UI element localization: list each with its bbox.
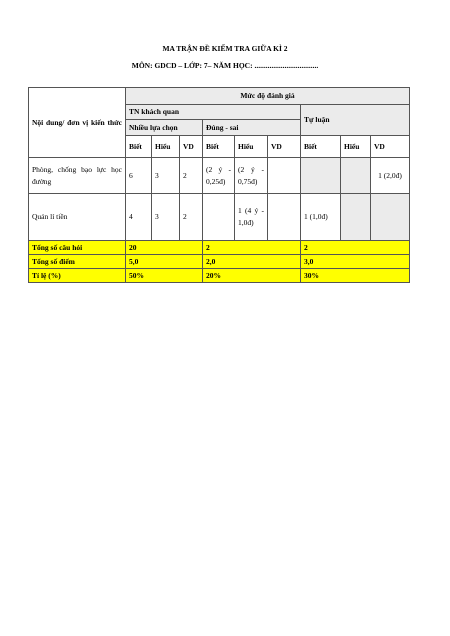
ds-hieu-cell: (2 ý - 0,75đ)	[235, 158, 268, 194]
level-label: VD	[180, 136, 203, 158]
mc-hieu-cell: 3	[152, 158, 180, 194]
header-mc: Nhiều lựa chọn	[126, 120, 203, 136]
total-label: Tổng số câu hỏi	[29, 241, 126, 255]
level-label: Hiểu	[152, 136, 180, 158]
header-content: Nội dung/ đơn vị kiến thức	[29, 88, 126, 158]
tl-hieu-cell	[341, 158, 371, 194]
level-label: Hiểu	[341, 136, 371, 158]
level-label: Biết	[203, 136, 235, 158]
total-row	[29, 269, 410, 283]
level-label: Hiểu	[235, 136, 268, 158]
total-row	[29, 255, 410, 269]
total-mc: 5,0	[126, 255, 203, 269]
total-ds: 2,0	[203, 255, 301, 269]
mc-biet-cell: 4	[126, 194, 152, 241]
mc-biet-cell: 6	[126, 158, 152, 194]
level-label: VD	[371, 136, 410, 158]
total-ds: 20%	[203, 269, 301, 283]
ds-vd-cell	[268, 158, 301, 194]
level-label: VD	[268, 136, 301, 158]
total-tl: 30%	[301, 269, 410, 283]
total-label: Tổng số điểm	[29, 255, 126, 269]
ds-biet-cell: (2 ý - 0,25đ)	[203, 158, 235, 194]
document-subtitle: MÔN: GDCD – LỚP: 7– NĂM HỌC: ..................................	[131, 61, 319, 70]
tl-vd-cell	[371, 194, 410, 241]
mc-hieu-cell: 3	[152, 194, 180, 241]
total-label: Tỉ lệ (%)	[29, 269, 126, 283]
table-row	[29, 194, 410, 241]
topic-cell: Phòng, chống bạo lực học đường	[29, 158, 126, 194]
header-tn: TN khách quan	[126, 105, 301, 120]
total-ds: 2	[203, 241, 301, 255]
header-tl: Tự luận	[301, 105, 410, 136]
level-label: Biết	[126, 136, 152, 158]
total-mc: 50%	[126, 269, 203, 283]
header-ds: Đúng - sai	[203, 120, 301, 136]
tl-vd-cell: 1 (2,0đ)	[371, 158, 410, 194]
topic-cell: Quản lí tiền	[29, 194, 126, 241]
exam-matrix-table	[28, 87, 410, 283]
total-row	[29, 241, 410, 255]
ds-vd-cell	[268, 194, 301, 241]
mc-vd-cell: 2	[180, 194, 203, 241]
total-tl: 2	[301, 241, 410, 255]
level-label: Biết	[301, 136, 341, 158]
table-row	[29, 158, 410, 194]
total-tl: 3,0	[301, 255, 410, 269]
document-title: MA TRẬN ĐỀ KIỂM TRA GIỮA KÌ 2	[162, 44, 288, 53]
header-level: Mức độ đánh giá	[126, 88, 410, 105]
ds-hieu-cell: 1 (4 ý - 1,0đ)	[235, 194, 268, 241]
tl-biet-cell	[301, 158, 341, 194]
mc-vd-cell: 2	[180, 158, 203, 194]
tl-hieu-cell	[341, 194, 371, 241]
total-mc: 20	[126, 241, 203, 255]
tl-biet-cell: 1 (1,0đ)	[301, 194, 341, 241]
ds-biet-cell	[203, 194, 235, 241]
